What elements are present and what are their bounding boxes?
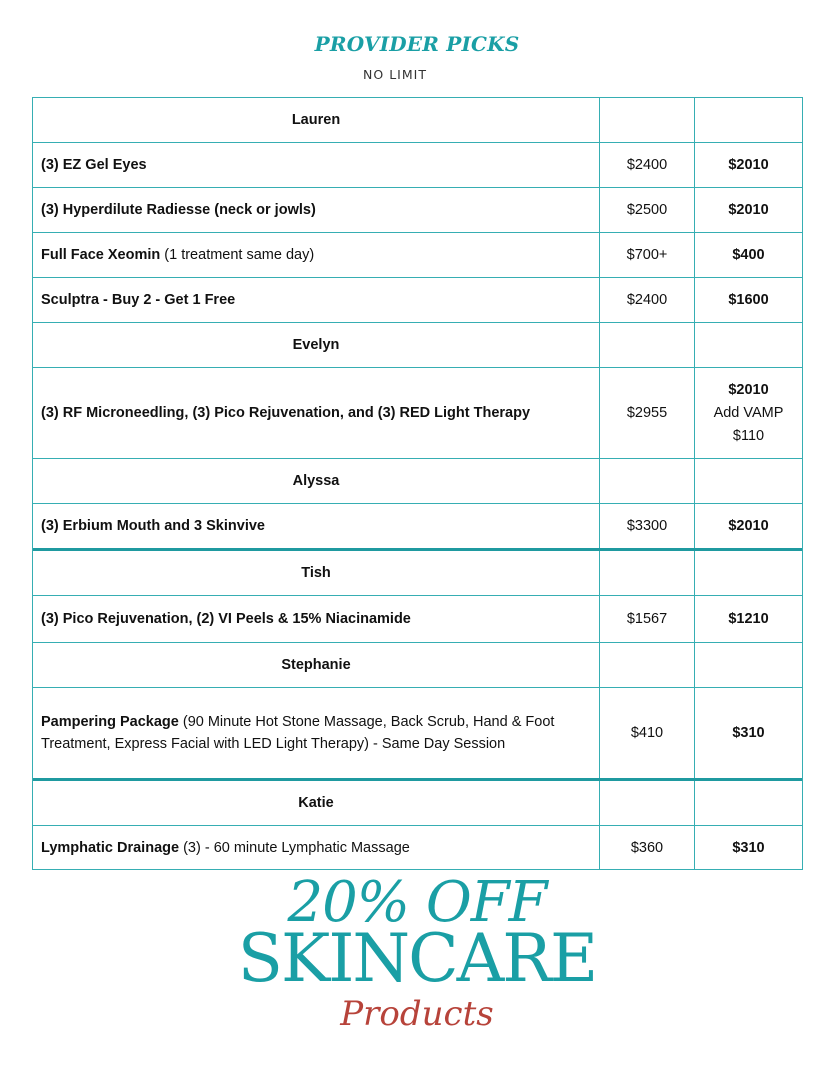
deal-price: $310	[694, 688, 802, 778]
regular-price: $360	[599, 826, 694, 869]
section-name: Katie	[298, 795, 334, 811]
table-row	[33, 142, 802, 187]
promo-products: Products	[340, 994, 494, 1034]
section-header-evelyn	[33, 322, 802, 367]
treatment-label: (3) Hyperdilute Radiesse (neck or jowls)	[41, 202, 316, 218]
deal-cell	[694, 368, 802, 458]
section-name: Stephanie	[281, 657, 351, 673]
deal-price: $1600	[694, 278, 802, 322]
treatment-note: (1 treatment same day)	[164, 247, 315, 263]
treatment-note: (3) - 60 minute Lymphatic Massage	[183, 839, 410, 856]
treatment-label: Pampering Package	[41, 714, 179, 730]
treatment-label: Sculptra - Buy 2 - Get 1 Free	[41, 292, 236, 308]
section-name: Lauren	[291, 112, 341, 128]
deal-price: $2010	[694, 504, 802, 548]
section-header-lauren	[33, 98, 802, 142]
table-row	[33, 232, 802, 277]
deal-price: $1210	[694, 596, 802, 642]
regular-price: $2400	[599, 278, 694, 322]
promo-skincare: SKINCARE	[237, 920, 597, 997]
deal-extra-price: $110	[732, 427, 765, 444]
regular-price: $2500	[599, 188, 694, 232]
section-name: Evelyn	[292, 337, 340, 353]
regular-price: $2400	[599, 143, 694, 187]
page-title: PROVIDER PICKS	[314, 32, 520, 56]
table-row	[33, 595, 802, 642]
table-row	[33, 277, 802, 322]
deal-price: $2010	[694, 188, 802, 232]
section-header-katie	[33, 778, 802, 825]
treatment-label: (3) Erbium Mouth and 3 Skinvive	[41, 518, 265, 534]
section-name: Tish	[301, 565, 331, 581]
treatment-cell	[33, 233, 599, 277]
deal-price: $400	[694, 233, 802, 277]
table-row	[33, 367, 802, 458]
treatment-label: Full Face Xeomin	[41, 247, 161, 263]
treatment-cell	[33, 826, 599, 869]
regular-price: $700+	[599, 233, 694, 277]
deal-price: $2010	[694, 143, 802, 187]
treatment-label: Lymphatic Drainage	[41, 839, 180, 856]
section-name: Alyssa	[292, 473, 340, 489]
regular-price: $1567	[599, 596, 694, 642]
regular-price: $410	[599, 688, 694, 778]
promo-discount: 20% OFF	[287, 870, 547, 935]
treatment-label: (3) RF Microneedling, (3) Pico Rejuvenation, and (3) RED Light Therapy	[41, 405, 531, 421]
treatment-label: (3) EZ Gel Eyes	[41, 157, 147, 173]
table-row	[33, 687, 802, 778]
treatment-label: (3) Pico Rejuvenation, (2) VI Peels & 15% Niacinamide	[41, 611, 411, 627]
deal-price: $2010	[728, 381, 769, 398]
page-subtitle: NO LIMIT	[363, 67, 427, 82]
section-header-tish	[33, 548, 802, 595]
section-header-stephanie	[33, 642, 802, 687]
section-header-alyssa	[33, 458, 802, 503]
deal-extra: Add VAMP	[713, 404, 784, 421]
treatment-cell	[33, 688, 599, 778]
treatment-note: (90 Minute Hot Stone Massage, Back Scrub, Hand & Foot Treatment, Express Facial with LED Light Therapy) - Same Day Session	[41, 714, 555, 752]
deal-price: $310	[694, 826, 802, 869]
regular-price: $3300	[599, 504, 694, 548]
table-row	[33, 187, 802, 232]
provider-picks-table	[32, 97, 803, 870]
regular-price: $2955	[599, 368, 694, 458]
table-row	[33, 503, 802, 548]
table-row	[33, 825, 802, 869]
